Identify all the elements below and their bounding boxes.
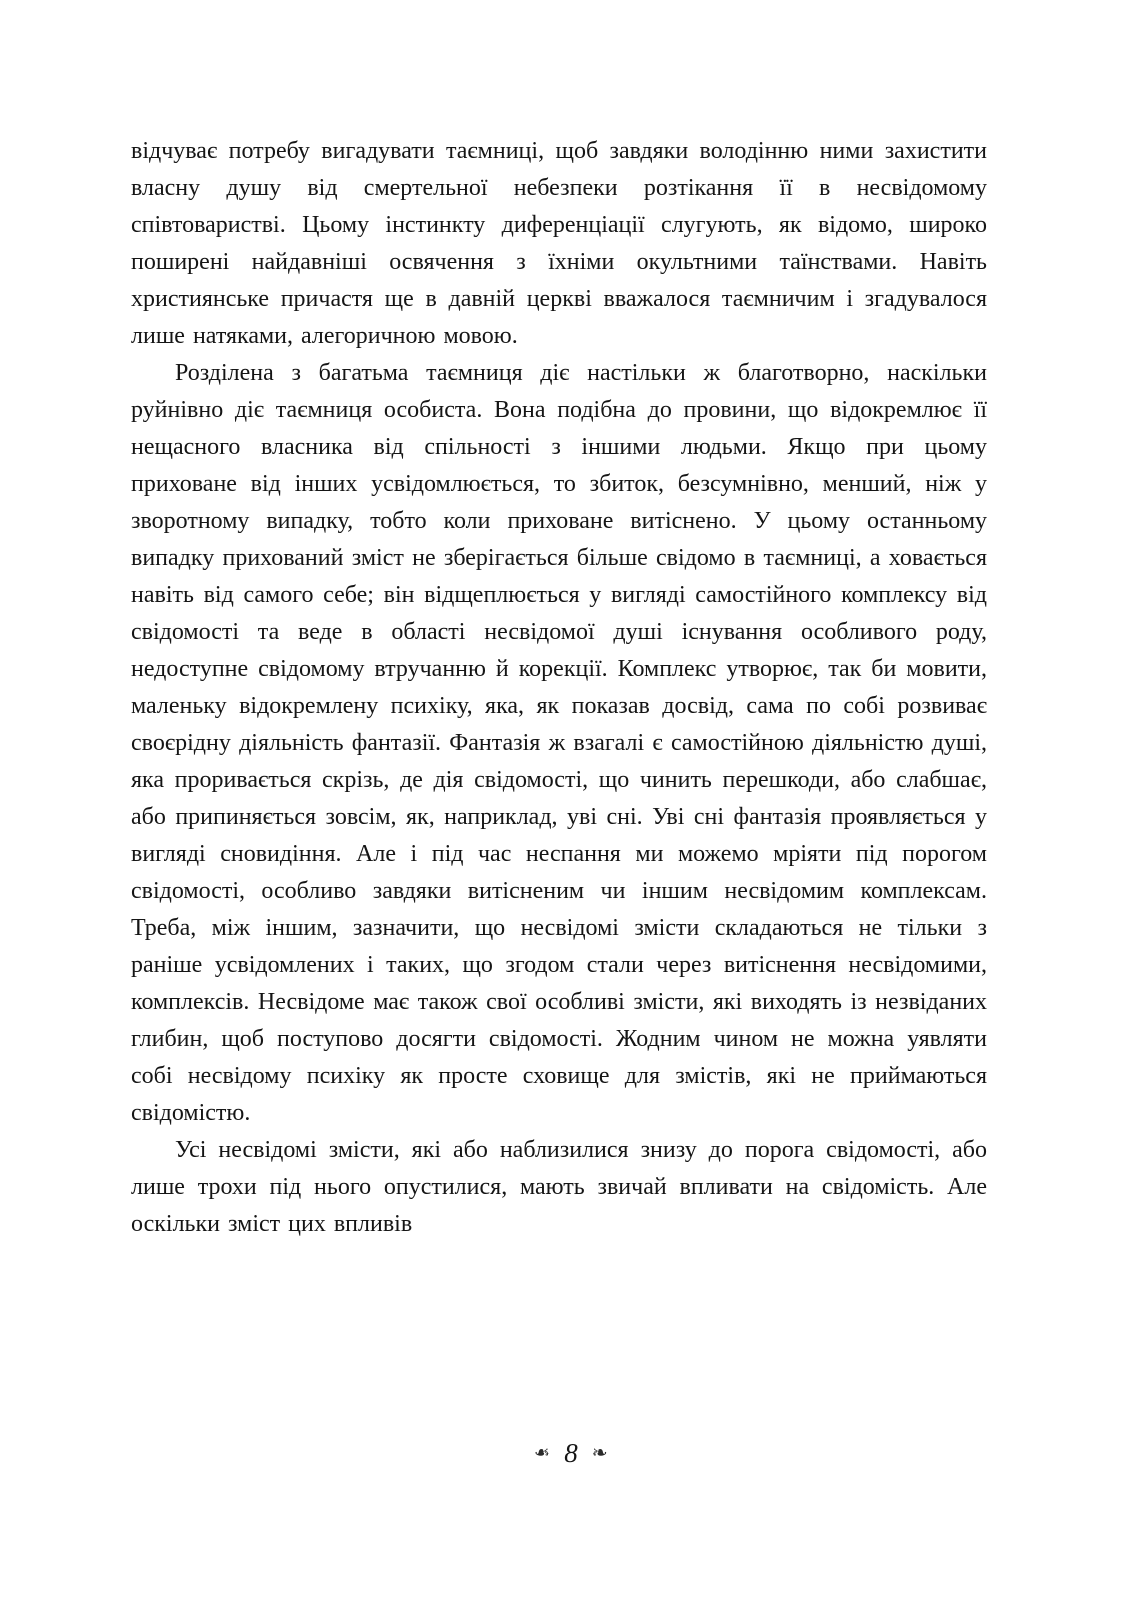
- paragraph: відчуває потребу вигадувати таємниці, щоб завдяки володінню ними захистити власну душу від смертельної небезпеки розтікання її в несвідомому співтоваристві. Цьому інстинкту диференціації слугують, як відомо, широко поширені найдавніші освячення з їхніми окультними таїнствами. Навіть християнське причастя ще в давній церкві вважалося таємничим і згадувалося лише натяками, алегоричною мовою.: [131, 138, 987, 349]
- floral-ornament-icon: ❧: [591, 1443, 608, 1464]
- paragraph: Усі несвідомі змісти, які або наблизилися знизу до порога свідомості, або лише трохи під нього опустилися, мають звичай впливати на свідомість. Але оскільки зміст цих впливів: [131, 1137, 987, 1237]
- page-footer: [0, 1438, 1142, 1469]
- floral-ornament-icon: ❧: [534, 1443, 551, 1464]
- page-number: 8: [564, 1438, 578, 1468]
- paragraph: Розділена з багатьма таємниця діє настільки ж благотворно, наскільки руйнівно діє таємниця особиста. Вона подібна до провини, що відокремлює її нещасного власника від спільності з іншими людьми. Якщо при цьому приховане від інших усвідомлюється, то збиток, безсумнівно, менший, ніж у зворотному випадку, тобто коли приховане витіснено. У цьому останньому випадку прихований зміст не зберігається більше свідомо в таємниці, а ховається навіть від самого себе; він відщеплюється у вигляді самостійного комплексу від свідомості та веде в області несвідомої душі існування особливого роду, недоступне свідомому втручанню й корекції. Комплекс утворює, так би мовити, маленьку відокремлену психіку, яка, як показав досвід, сама по собі розвиває своєрідну діяльність фантазії. Фантазія ж взагалі є самостійною діяльністю душі, яка проривається скрізь, де дія свідомості, що чинить перешкоди, або слабшає, або припиняється зовсім, як, наприклад, уві сні. Уві сні фантазія проявляється у вигляді сновидіння. Але і під час неспання ми можемо мріяти під порогом свідомості, особливо завдяки витісненим чи іншим несвідомим комплексам. Треба, між іншим, зазначити, що несвідомі змісти складаються не тільки з раніше усвідомлених і таких, що згодом стали через витіснення несвідомими, комплексів. Несвідоме має також свої особливі змісти, які виходять із незвіданих глибин, щоб поступово досягти свідомості. Жодним чином не можна уявляти собі несвідому психіку як просте сховище для змістів, які не приймаються свідомістю.: [131, 360, 987, 1126]
- text-block: [131, 133, 987, 1243]
